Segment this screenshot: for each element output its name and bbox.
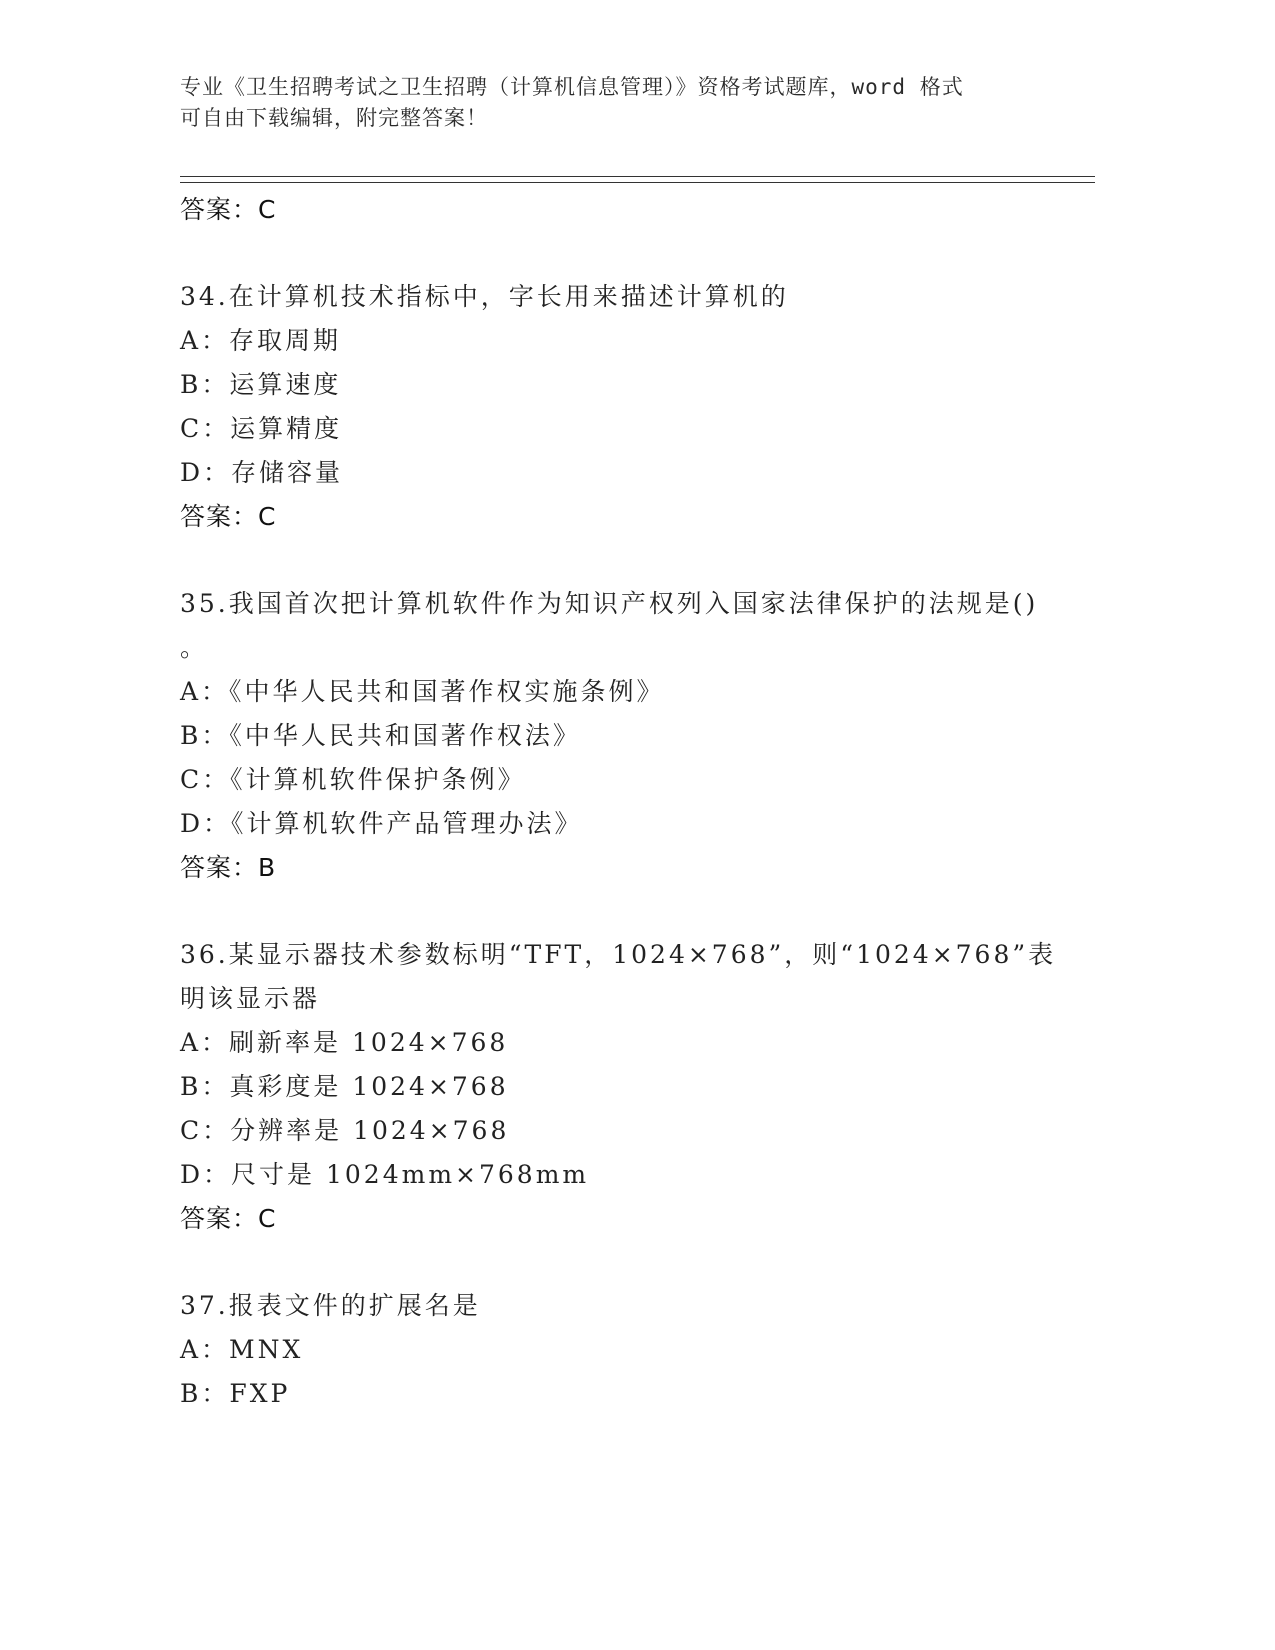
- option-a: A：存取周期: [180, 326, 342, 355]
- spacer: [180, 539, 1080, 582]
- question-stem: 37.报表文件的扩展名是: [180, 1291, 481, 1320]
- answer-label: 答案：C: [180, 502, 277, 531]
- header-rule-bottom: [180, 182, 1095, 183]
- question-stem-continued: 明该显示器: [180, 984, 321, 1013]
- option-d: D：尺寸是 1024mm×768mm: [180, 1160, 590, 1189]
- question-list: [180, 188, 1080, 1416]
- header-rule-top: [180, 176, 1095, 177]
- option-c: C：分辨率是 1024×768: [180, 1116, 510, 1145]
- option-b: B：运算速度: [180, 370, 342, 399]
- question-stem: 36.某显示器技术参数标明“TFT，1024×768”，则“1024×768”表: [180, 940, 1057, 969]
- option-d: D：存储容量: [180, 458, 344, 487]
- previous-answer: 答案：C: [180, 195, 277, 224]
- question-block: [180, 582, 1080, 890]
- spacer: [180, 890, 1080, 933]
- option-d: D：《计算机软件产品管理办法》: [180, 809, 583, 838]
- header-line-1: 专业《卫生招聘考试之卫生招聘（计算机信息管理）》资格考试题库，word 格式: [180, 75, 964, 99]
- question-stem-continued: 。: [180, 633, 209, 662]
- spacer: [180, 1241, 1080, 1284]
- option-b: B：FXP: [180, 1379, 291, 1408]
- answer-label: 答案：B: [180, 853, 277, 882]
- option-a: A：MNX: [180, 1335, 304, 1364]
- option-c: C：《计算机软件保护条例》: [180, 765, 526, 794]
- option-c: C：运算精度: [180, 414, 343, 443]
- header-line-2: 可自由下载编辑，附完整答案！: [180, 106, 488, 130]
- question-block: [180, 275, 1080, 539]
- option-a: A：《中华人民共和国著作权实施条例》: [180, 677, 665, 706]
- option-b: B：真彩度是 1024×768: [180, 1072, 509, 1101]
- question-block: [180, 1284, 1080, 1416]
- question-block: [180, 933, 1080, 1241]
- option-a: A：刷新率是 1024×768: [180, 1028, 509, 1057]
- question-stem: 35.我国首次把计算机软件作为知识产权列入国家法律保护的法规是(): [180, 589, 1039, 618]
- question-stem: 34.在计算机技术指标中，字长用来描述计算机的: [180, 282, 789, 311]
- answer-label: 答案：C: [180, 1204, 277, 1233]
- spacer: [180, 232, 1080, 275]
- option-b: B：《中华人民共和国著作权法》: [180, 721, 581, 750]
- document-header: [180, 72, 1060, 134]
